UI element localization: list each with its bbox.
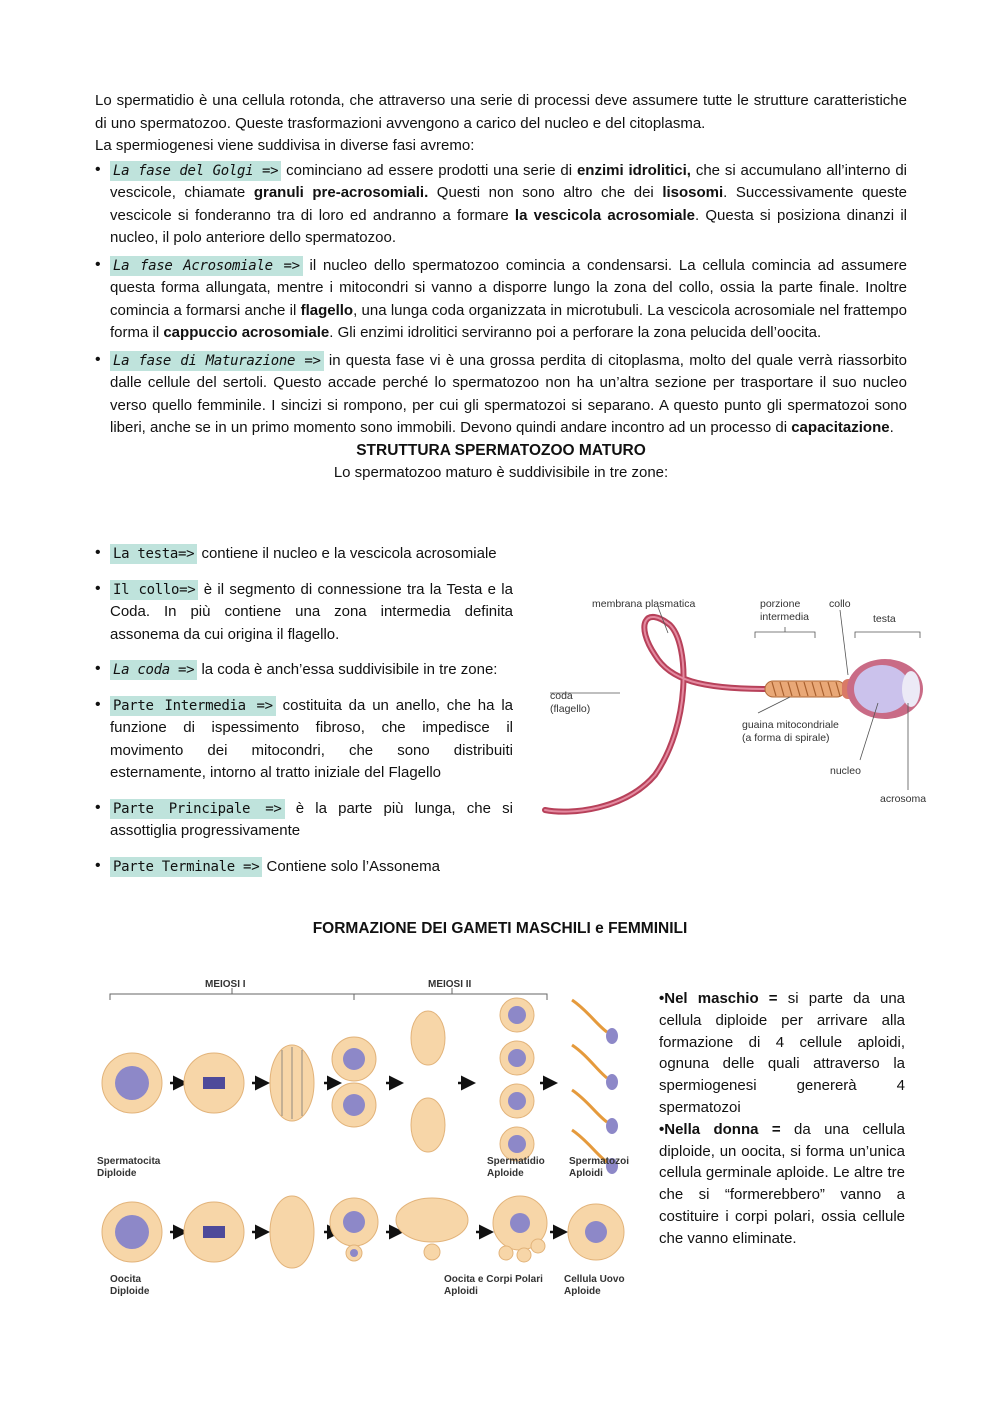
zone-terminale: • Parte Terminale => Contiene solo l’Assonema	[95, 856, 513, 879]
label-aploide-2: Aploide	[564, 1286, 601, 1297]
label-porzione: porzione	[760, 598, 801, 610]
label-collo: collo	[829, 598, 851, 610]
label-diploide-2: Diploide	[110, 1286, 150, 1297]
label-meiosi-1: MEIOSI I	[205, 979, 246, 990]
zone-tag: Parte Principale =>	[110, 799, 285, 819]
structure-list	[95, 543, 513, 887]
intro-paragraph: Lo spermatidio è una cellula rotonda, che attraverso una serie di processi deve assumere tutte le strutture caratteristiche di uno spermatozoo. Queste trasformazioni avvengono a carico del nucleo e del citoplasma. La spermiogenesi viene suddivisa in diverse fasi avremo:	[95, 92, 907, 154]
zone-tag: La testa=>	[110, 544, 197, 564]
label-spermatidio: Spermatidio	[487, 1156, 545, 1167]
label-aploide-1: Aploide	[487, 1168, 524, 1179]
label-aploidi-1: Aploidi	[569, 1168, 603, 1179]
zone-coda: • La coda => la coda è anch’essa suddivisibile in tre zone:	[95, 659, 513, 682]
meiosis-diagram	[92, 970, 637, 1305]
zone-tag: Il collo=>	[110, 580, 198, 600]
label-coda: coda	[550, 690, 573, 702]
label-guaina: guaina mitocondriale	[742, 719, 839, 731]
zone-collo: • Il collo=> è il segmento di connessione tra la Testa e la Coda. In più contiene una zona intermedia definita assonema da cui origina il flagello.	[95, 579, 513, 647]
label-membrana: membrana plasmatica	[592, 598, 696, 610]
label-intermedia: intermedia	[760, 611, 810, 623]
gametes-description	[659, 988, 905, 1250]
label-diploide-1: Diploide	[97, 1168, 137, 1179]
phase-maturazione: • La fase di Maturazione => in questa fase vi è una grossa perdita di citoplasma, molto del quale verrà riassorbito dalle cellule del sertoli. Questo accade perché lo spermatozoo non ha un’altra sezione per trasportare il suo nucleo verso quello femminile. I sincizi si rompono, per cui gli spermatozoi si separano. A questo punto gli spermatozoi sono liberi, anche se in un primo momento sono immobili. Devono quindi andare incontro ad un processo di capacitazione.	[95, 350, 907, 440]
zone-tag: Parte Intermedia =>	[110, 696, 276, 716]
label-aploidi-2: Aploidi	[444, 1286, 478, 1297]
label-cellula-uovo: Cellula Uovo	[564, 1274, 625, 1285]
structure-subtitle: Lo spermatozoo maturo è suddivisibile in tre zone:	[333, 464, 669, 481]
zone-intermedia: • Parte Intermedia => costituita da un anello, che ha la funzione di ispessimento fibroso, che impedisce il movimento dei mitocondri, che sono distribuiti esternamente, intorno al tratto iniziale del Flagello	[95, 695, 513, 785]
spermatozoon-diagram	[540, 585, 940, 820]
zone-tag: La coda =>	[110, 660, 197, 680]
structure-title: STRUTTURA SPERMATOZOO MATURO	[356, 441, 646, 459]
phase-tag: La fase di Maturazione =>	[110, 351, 324, 371]
zone-testa: • La testa=> contiene il nucleo e la vescicola acrosomiale	[95, 543, 513, 566]
zone-principale: • Parte Principale => è la parte più lunga, che si assottiglia progressivamente	[95, 798, 513, 843]
female-row	[102, 1196, 624, 1268]
phase-tag: La fase del Golgi =>	[110, 161, 281, 181]
label-nucleo: nucleo	[830, 765, 861, 777]
label-spirale: (a forma di spirale)	[742, 732, 830, 744]
label-testa: testa	[873, 613, 896, 625]
gametes-title: FORMAZIONE DEI GAMETI MASCHILI e FEMMINILI	[312, 920, 688, 937]
male-row	[102, 998, 618, 1174]
label-flagello: (flagello)	[550, 703, 591, 715]
label-acrosoma: acrosoma	[880, 793, 927, 805]
label-meiosi-2: MEIOSI II	[428, 979, 472, 990]
phase-golgi: • La fase del Golgi => cominciano ad essere prodotti una serie di enzimi idrolitici, che si accumulano all’interno di vescicole, chiamate granuli pre-acrosomiali. Questi non sono altro che dei lisosomi. Successivamente queste vescicole si fonderanno tra di loro ed andranno a formare la vescicola acrosomiale. Questa si posiziona dinanzi il nucleo, il polo anteriore dello spermatozoo.	[95, 160, 907, 250]
phase-tag: La fase Acrosomiale =>	[110, 256, 303, 276]
female-paragraph: •Nella donna = da una cellula diploide, un oocita, si forma un’unica cellula germinale aploide. Le altre tre che si “formerebbero” vanno a costituire i corpi polari, ossia cellule che vanno eliminate.	[659, 1120, 905, 1247]
label-oocita-corpi: Oocita e Corpi Polari	[444, 1274, 543, 1285]
document-body	[95, 90, 907, 485]
sperm-acrosome	[902, 671, 920, 707]
label-spermatozoi: Spermatozoi	[569, 1156, 630, 1167]
phase-acrosomiale: • La fase Acrosomiale => il nucleo dello spermatozoo comincia a condensarsi. La cellula comincia ad assumere questa forma allungata, mentre i mitocondri si vanno a disporre lungo la zona del collo, ossia la parte finale. Inoltre comincia a formarsi anche il flagello, una lunga coda organizzata in microtubuli. La vescicola acrosomiale nel frattempo forma il cappuccio acrosomiale. Gli enzimi idrolitici serviranno poi a perforare la zona pelucida dell’oocita.	[95, 255, 907, 345]
sperm-nucleus	[854, 665, 910, 713]
label-oocita: Oocita	[110, 1274, 142, 1285]
male-paragraph: •Nel maschio = si parte da una cellula diploide per arrivare alla formazione di 4 cellule aploidi, ognuna delle quali attraverso la spermiogenesi genererà 4 spermatozoi	[659, 990, 905, 1116]
zone-tag: Parte Terminale =>	[110, 857, 262, 877]
label-spermatocita: Spermatocita	[97, 1156, 161, 1167]
phase-list	[95, 160, 907, 440]
